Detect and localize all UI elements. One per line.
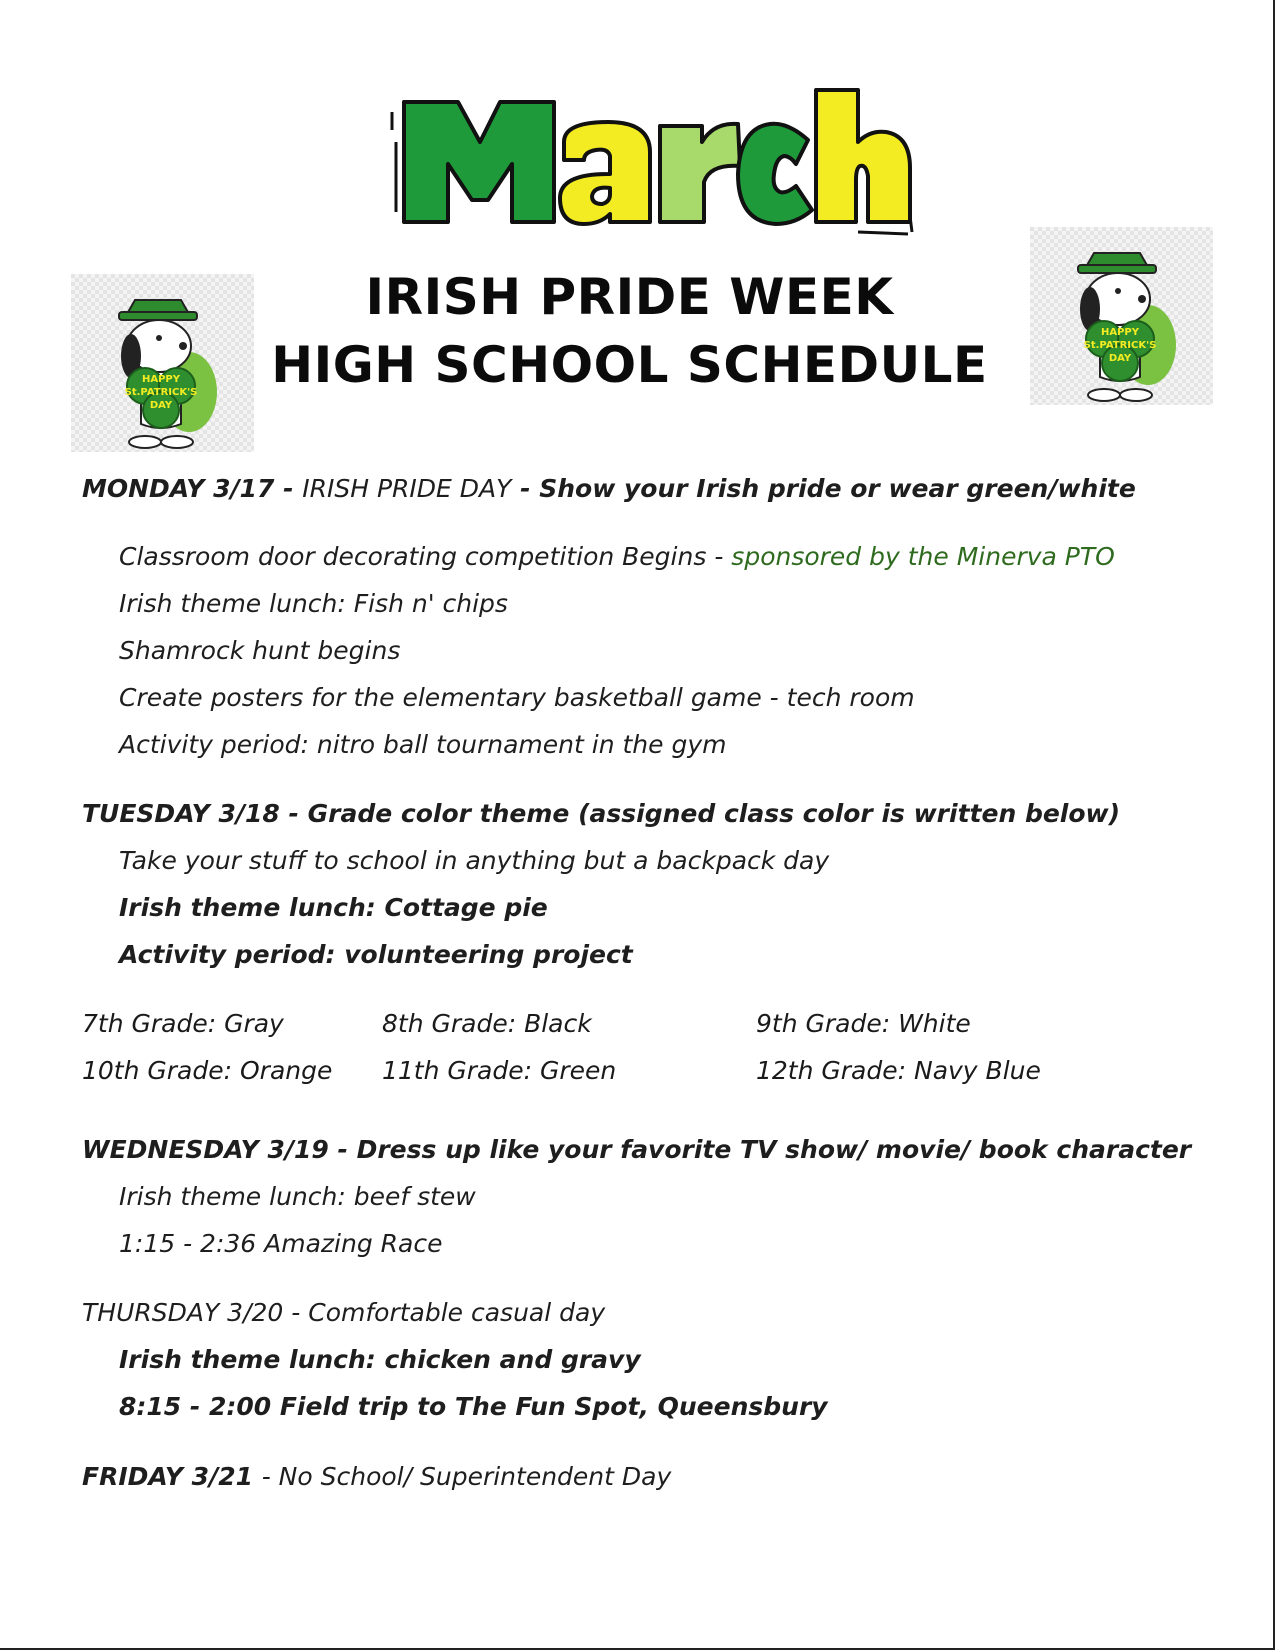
friday-description: No School/ Superintendent Day — [278, 1462, 672, 1491]
wednesday-heading: WEDNESDAY 3/19 — [82, 1135, 329, 1164]
tuesday-heading: TUESDAY 3/18 — [82, 799, 280, 828]
grade-color: 8th Grade: Black — [382, 1009, 592, 1038]
wednesday-description: Dress up like your favorite TV show/ movie/ book character — [356, 1135, 1192, 1164]
grade-color: 9th Grade: White — [756, 1009, 971, 1038]
list-item: 8:15 - 2:00 Field trip to The Fun Spot, Queensbury — [119, 1392, 828, 1421]
list-item: Irish theme lunch: Cottage pie — [119, 893, 548, 922]
list-item: Activity period: volunteering project — [119, 940, 633, 969]
svg-text:DAY: DAY — [149, 400, 173, 411]
list-item: Irish theme lunch: beef stew — [119, 1182, 476, 1211]
list-item: Take your stuff to school in anything but a backpack day — [119, 846, 830, 875]
list-item: Activity period: nitro ball tournament in the gym — [119, 730, 727, 759]
list-item: Create posters for the elementary basketball game - tech room — [119, 683, 915, 712]
friday-heading-line: FRIDAY 3/21 - No School/ Superintendent Day — [82, 1462, 672, 1491]
grade-color: 12th Grade: Navy Blue — [756, 1056, 1041, 1085]
tuesday-description: Grade color theme (assigned class color is written below) — [307, 799, 1121, 828]
wednesday-heading-line: WEDNESDAY 3/19 - Dress up like your favorite TV show/ movie/ book character — [82, 1135, 1192, 1164]
monday-heading: MONDAY 3/17 — [82, 474, 275, 503]
thursday-description: Comfortable casual day — [308, 1298, 606, 1327]
list-item — [119, 542, 1115, 571]
list-item: Shamrock hunt begins — [119, 636, 401, 665]
page-title: IRISH PRIDE WEEK — [365, 268, 894, 326]
grade-color: 7th Grade: Gray — [82, 1009, 284, 1038]
list-item: Irish theme lunch: chicken and gravy — [119, 1345, 641, 1374]
friday-heading: FRIDAY 3/21 — [82, 1462, 253, 1491]
list-item: Irish theme lunch: Fish n' chips — [119, 589, 508, 618]
grade-color: 10th Grade: Orange — [82, 1056, 333, 1085]
svg-text:HAPPY: HAPPY — [1100, 327, 1140, 338]
svg-text:DAY: DAY — [1108, 353, 1132, 364]
monday-item-text: Classroom door decorating competition Begins - — [119, 542, 724, 571]
thursday-heading-line: THURSDAY 3/20 - Comfortable casual day — [82, 1298, 606, 1327]
svg-text:St.PATRICK'S: St.PATRICK'S — [1083, 340, 1157, 351]
sponsor-text: sponsored by the Minerva PTO — [731, 542, 1115, 571]
grade-color: 11th Grade: Green — [382, 1056, 617, 1085]
monday-heading-line: MONDAY 3/17 - IRISH PRIDE DAY - Show your Irish pride or wear green/white — [82, 474, 1136, 503]
page-subtitle: HIGH SCHOOL SCHEDULE — [271, 336, 988, 394]
svg-text:HAPPY: HAPPY — [141, 374, 181, 385]
monday-description: Show your Irish pride or wear green/white — [539, 474, 1136, 503]
thursday-heading: THURSDAY 3/20 — [82, 1298, 284, 1327]
list-item: 1:15 - 2:36 Amazing Race — [119, 1229, 443, 1258]
march-logo — [388, 82, 918, 242]
monday-theme: IRISH PRIDE DAY — [302, 474, 512, 503]
svg-text:St.PATRICK'S: St.PATRICK'S — [124, 387, 198, 398]
tuesday-heading-line: TUESDAY 3/18 - Grade color theme (assigned class color is written below) — [82, 799, 1121, 828]
